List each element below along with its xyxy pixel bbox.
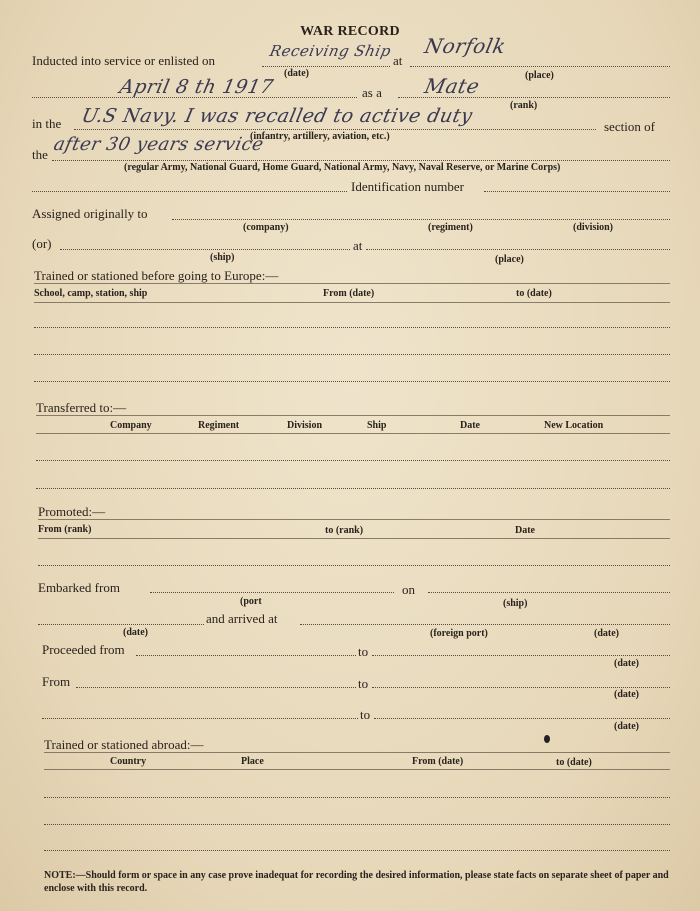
col-date: Date — [460, 420, 480, 431]
col-new-location: New Location — [544, 420, 604, 431]
promoted-heading: Promoted:— — [38, 504, 106, 519]
trained-row-line — [34, 354, 670, 355]
place-caption: (place) — [525, 70, 554, 81]
company-caption: (company) — [243, 222, 289, 233]
trained-row-line — [34, 327, 670, 328]
in-the-handwriting: U.S Navy. I was recalled to active duty — [79, 105, 475, 127]
from-to-line — [372, 687, 670, 688]
identification-label: Identification number — [351, 179, 464, 194]
embarked-port-line — [150, 592, 394, 593]
trained-abroad-heading: Trained or stationed abroad:— — [44, 737, 204, 752]
abroad-row-line — [44, 850, 670, 851]
from-label: From — [42, 674, 71, 689]
assigned-line — [172, 219, 670, 220]
date3-caption: (date) — [594, 628, 619, 639]
inducted-label: Inducted into service or enlisted on — [32, 53, 216, 68]
foreign-port-caption: (foreign port) — [430, 628, 488, 639]
col-regiment: Regiment — [198, 420, 240, 431]
rank-handwriting: Mate — [422, 74, 482, 98]
embarked-date-line — [38, 624, 204, 625]
trained-before-rule — [34, 283, 670, 284]
transferred-heading: Transferred to:— — [36, 400, 127, 415]
from-rank-caption: From (rank) — [38, 524, 92, 535]
date-handwriting: April 8 th 1917 — [117, 76, 276, 98]
place-line — [410, 66, 670, 67]
to-date-caption: to (date) — [516, 288, 552, 299]
form-note: NOTE:—Should form or space in any case prove inadequat for recording the desired information, please state facts on separate sheet of paper and enclose with this record. — [44, 870, 669, 894]
from-date-caption: From (date) — [323, 288, 375, 299]
promo-date-caption: Date — [515, 525, 535, 536]
or-ship-line — [60, 249, 350, 250]
date-caption: (date) — [284, 68, 309, 79]
embarked-ship-line — [428, 592, 670, 593]
service-line — [52, 160, 670, 161]
country-caption: Country — [110, 756, 147, 767]
col-ship: Ship — [367, 420, 387, 431]
port-caption: (port — [240, 596, 262, 607]
place3-caption: Place — [241, 756, 264, 767]
promoted-row-line — [38, 538, 670, 539]
place-handwriting: Norfolk — [422, 34, 509, 58]
arrived-label: and arrived at — [206, 611, 278, 626]
as-a-label: as a — [362, 85, 382, 100]
section-of-label: section of — [604, 119, 655, 134]
abroad-row-line — [44, 797, 670, 798]
at2-label: at — [353, 238, 363, 253]
branch-line — [74, 129, 596, 130]
trained-row-line — [34, 302, 670, 303]
or-label: (or) — [32, 236, 52, 251]
or-place-line — [366, 249, 670, 250]
trained-abroad-rule — [44, 752, 670, 753]
promoted-row-line — [38, 565, 670, 566]
school-camp-caption: School, camp, station, ship — [34, 288, 148, 299]
division-caption: (division) — [573, 222, 614, 233]
proceeded-label: Proceeded from — [42, 642, 125, 657]
assigned-label: Assigned originally to — [32, 206, 148, 221]
regiment-caption: (regiment) — [428, 222, 473, 233]
from-date2-caption: From (date) — [412, 756, 464, 767]
to3-label: to — [360, 707, 371, 722]
third-from-line — [42, 718, 358, 719]
transferred-row-line — [36, 433, 670, 434]
col-company: Company — [110, 420, 152, 431]
rank-caption: (rank) — [510, 100, 538, 111]
id-line — [484, 191, 670, 192]
the-handwriting: after 30 years service — [51, 134, 266, 155]
promoted-rule — [38, 519, 670, 520]
proceeded-from-line — [136, 655, 356, 656]
form-title: WAR RECORD — [300, 24, 400, 39]
place2-caption: (place) — [495, 254, 524, 265]
to-date2-caption: to (date) — [556, 757, 592, 768]
id-pre-line — [32, 191, 347, 192]
branch-caption: (infantry, artillery, aviation, etc.) — [250, 131, 390, 142]
transferred-row-line — [36, 488, 670, 489]
date6-caption: (date) — [614, 721, 639, 732]
arrived-line — [300, 624, 670, 625]
transferred-row-line — [36, 460, 670, 461]
embarked-label: Embarked from — [38, 580, 120, 595]
trained-before-heading: Trained or stationed before going to Europe:— — [34, 268, 279, 283]
abroad-row-line — [44, 769, 670, 770]
proceeded-to-line — [372, 655, 670, 656]
service-types-caption: (regular Army, National Guard, Home Guard, National Army, Navy, Naval Reserve, or Marine Corps) — [124, 162, 561, 173]
enlisted-on-line — [262, 66, 390, 67]
date2-caption: (date) — [123, 627, 148, 638]
to-rank-caption: to (rank) — [325, 525, 364, 536]
at-label: at — [393, 53, 403, 68]
to2-label: to — [358, 676, 369, 691]
abroad-row-line — [44, 824, 670, 825]
date5-caption: (date) — [614, 689, 639, 700]
date4-caption: (date) — [614, 658, 639, 669]
on-label: on — [402, 582, 415, 597]
to1-label: to — [358, 644, 369, 659]
ship2-caption: (ship) — [503, 598, 528, 609]
trained-row-line — [34, 381, 670, 382]
transferred-rule — [36, 415, 670, 416]
ink-blot — [544, 735, 550, 743]
third-to-line — [374, 718, 670, 719]
from-line — [76, 687, 356, 688]
in-the-label: in the — [32, 116, 62, 131]
col-division: Division — [287, 420, 323, 431]
enlisted-on-handwriting: Receiving Ship — [268, 42, 393, 60]
ship-caption: (ship) — [210, 252, 235, 263]
the-label: the — [32, 147, 48, 162]
